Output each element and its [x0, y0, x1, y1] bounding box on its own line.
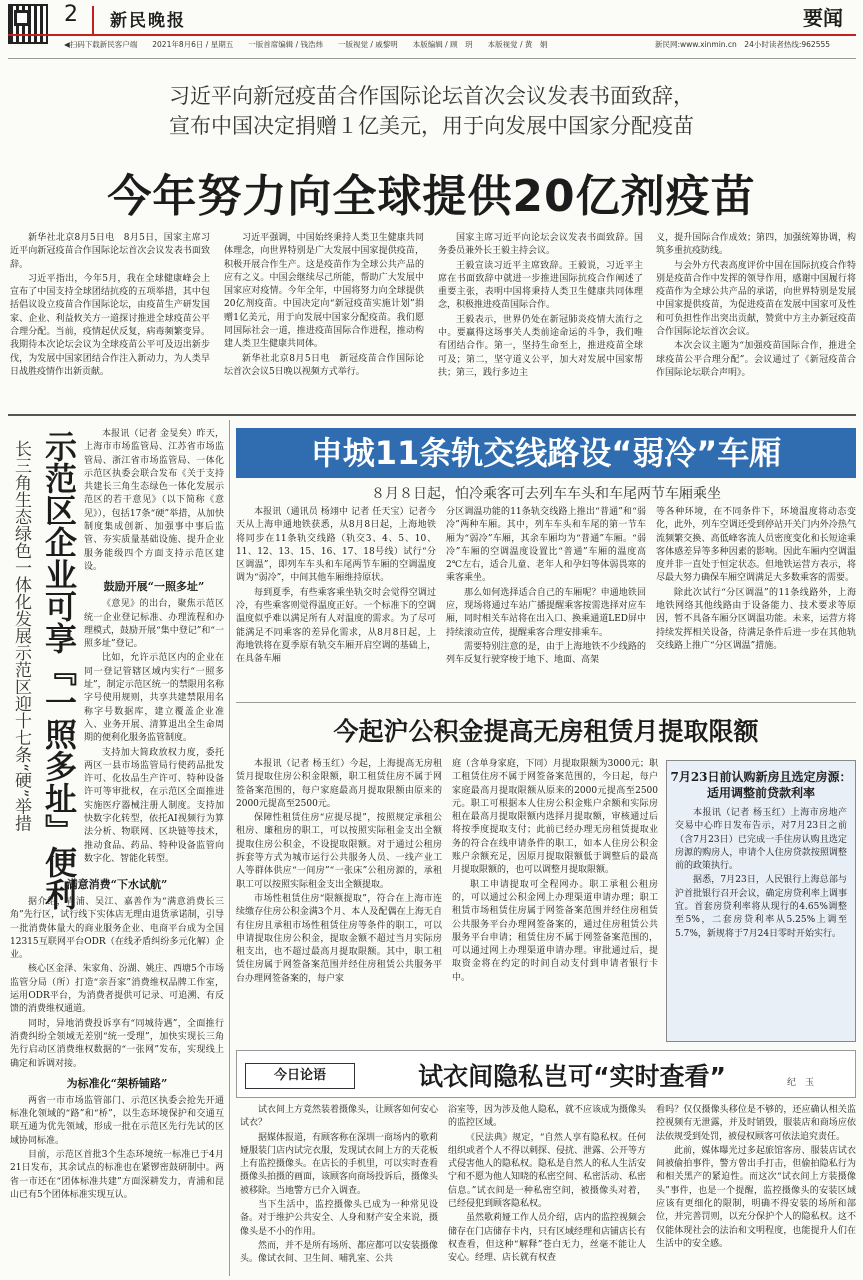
paragraph: 需要特别注意的是，由于上海地铁不少线路的列车反复行驶穿梭于地下、地面、高架 — [446, 641, 646, 666]
paragraph: 王毅宣读习近平主席致辞。王毅说，习近平主席在书面致辞中就进一步推进国际抗疫合作阐述了重要主张，表明中国将秉持人类卫生健康共同体理念，积极推进疫苗国际合作。 — [438, 260, 643, 311]
qr-code-icon[interactable] — [8, 4, 48, 44]
housing-sidebar — [666, 760, 856, 1042]
housing-column-2 — [452, 758, 658, 1040]
paragraph: 然而，并不是所有场所、都应都可以安装摄像头。像试衣间、卫生间、哺乳室、公共 — [240, 1240, 438, 1265]
commentary-author: 纪 玉 — [787, 1078, 815, 1088]
paragraph: 新华社北京8月5日电 8月5日，国家主席习近平向新冠疫苗合作国际论坛首次会议发表书面致辞。 — [10, 233, 210, 270]
commentary-headline: 试衣间隐私岂可“实时查看” — [418, 1062, 726, 1091]
divider — [8, 58, 856, 59]
paragraph: 《民法典》规定，“自然人享有隐私权。任何组织或者个人不得以刺探、侵扰、泄露、公开等方式侵害他人的隐私权。隐私是自然人的私人生活安宁和不愿为他人知晓的私密空间、私密活动、私密信息。”试衣间是一种私密空间，被摄像头对着，已经侵犯到顾客隐私权。 — [448, 1132, 646, 1210]
metro-subhead: ８月８日起，怕冷乘客可去列车车头和车尾两节车厢乘坐 — [371, 486, 721, 502]
paragraph: 同时，异地消费投诉享有“同城待遇”，全面推行消费纠纷全领域无差别“统一受理”，加快实现长三角先行启动区消费维权数据的“一张网”发布，实现线上确定和诉调对接。 — [10, 1018, 224, 1069]
masthead — [0, 0, 863, 52]
paragraph: 职工申请提取可全程网办。职工承租公租房的，可以通过公积金网上办理渠道申请办理；职工租赁市场租赁住房属于网签备案范围并经住房租赁公共服务平台办理网签备案的，通过住房租赁公共服务平台申请；租赁住房不属于网签备案范围的，可以通过网上办理渠道申请办理。审批通过后，提取资金将在约定的时间自动支付到申请者银行卡中。 — [452, 879, 658, 983]
lead-kicker-1: 习近平向新冠疫苗合作国际论坛首次会议发表书面致辞， — [169, 84, 694, 108]
housing-headline: 今起沪公积金提高无房租赁月提取限额 — [333, 717, 759, 746]
lead-column-3 — [438, 232, 643, 392]
commentary-header — [236, 1050, 856, 1098]
paragraph: 《意见》的出台，聚焦示范区统一企业登记标准、办理流程和办理模式，鼓励开展“集中登记”和“一照多址”登记。 — [84, 599, 224, 650]
paragraph: 那么如何选择适合自己的车厢呢？申通地铁回应，现场将通过车站广播提醒乘客按需选择对应车厢，同时相关车站将在出入口、换乘通道LED屏中持续滚动宣传，提醒乘客合理安排乘车。 — [446, 587, 646, 638]
paragraph: 试衣间上方竟然装着摄像头，让顾客如何安心试衣？ — [240, 1105, 438, 1129]
paragraph: 与会外方代表高度评价中国在国际抗疫合作特别是疫苗合作中发挥的领导作用，感谢中国履行将疫苗作为全球公共产品的承诺，向世界特别是发展中国家提供疫苗，为促进疫苗在发展中国家可及性和可负担性作出突出贡献，赞赏中方主办新冠疫苗合作国际论坛首次会议。 — [656, 260, 856, 338]
paragraph: 本报讯（记者 杨玉红）上海市房地产交易中心昨日发布告示，对7月23日之前（含7月23日）已完成一手住房认购且选定房源的购房人，申请个人住房贷款按照调整前的政策执行。 — [675, 808, 847, 872]
paragraph: 看吗？仅仅摄像头移位是不够的，还应确认相关监控视频有无泄露，并及时销毁，服装店和商场应依法依规受到处罚，被侵权顾客可依法追究责任。 — [656, 1105, 856, 1142]
left-story-col-a — [84, 428, 224, 868]
date-line: ◀扫码下载新民客户端 2021年8月6日 / 星期五 一版首席编辑 / 钱浩炜 一版视觉 / 戚黎明 本版编辑 / 顾 玥 本版视觉 / 黄 娟 — [64, 40, 548, 49]
paragraph: 本报讯（记者 杨玉红）今起，上海提高无房租赁月提取住房公积金限额，职工租赁住房不属于网签备案范围的，每户家庭最高月提取限额由原来的2000元提高至2500元。 — [236, 759, 442, 809]
paragraph: 王毅表示，世界仍处在新冠肺炎疫情大流行之中。要赢得这场事关人类前途命运的斗争，我们唯有团结合作。第一，坚持生命至上，推进疫苗全球可及；第二，坚守道义公平，加大对发展中国家帮扶；第三，践行多边主 — [438, 314, 643, 378]
paragraph: 目前，示范区首批3个生态环境统一标准已于4月21日发布，其余试点的标准也在紧锣密鼓研制中。两省一市还在“团体标准共建”方面深耕发力，青浦和昆山已有5个团体标准实现互认。 — [10, 1150, 224, 1200]
metro-headline: 申城11条轨交线路设“弱冷”车厢 — [236, 428, 856, 478]
paragraph: 本报讯（记者 金旻矣）昨天，上海市市场监管局、江苏省市场监管局、浙江省市场监管局、一体化示范区执委会联合发布《关于支持共建长三角生态绿色一体化发展示范区的若干意见》（以下简称《意见》），包括17条“硬”举措，从加快制度集成创新、加强事中事后监管、夯实质量基础设施、提升企业服务能级四个方面支持示范区建设。 — [84, 429, 224, 572]
left-story-col-b — [10, 872, 224, 1272]
paragraph: 每到夏季，有些乘客乘坐轨交时会觉得空调过冷，有些乘客则觉得温度正好。一个标准下的空调温度似乎难以满足所有人对温度的需求。为了尽可能满足不同乘客的差异化需求，从8月8日起，上海地铁将在夏季原有轨交车厢开启空调的基础上，在具备车厢 — [236, 587, 436, 665]
lead-kicker-2: 宣布中国决定捐赠１亿美元，用于向发展中国家分配疫苗 — [169, 114, 694, 138]
paragraph: 本报讯（通讯员 杨翊中 记者 任天宝）记者今天从上海申通地铁获悉，从8月8日起，上海地铁将同步在11条轨交线路（轨交3、4、5、10、11、12、13、15、16、17、18号线）试行“分区调温”，即列车车头和车尾两节车厢的空调温度调为“弱冷”，中间其他车厢维持原状。 — [236, 507, 436, 584]
paragraph: 比如，允许示范区内的企业在同一登记管辖区域内实行“一照多址”，制定示范区统一的禁限用名称字号使用规则，共享共建禁限用名称字号数据库，建立覆盖企业准入、业务开展、清算退出全生命周期的便利化服务监管制度。 — [84, 653, 224, 744]
lead-headline: 今年努力向全球提供20亿剂疫苗 — [107, 171, 756, 222]
paragraph: 保障性租赁住房“应提尽提”，按照规定承租公租房、廉租房的职工，可以按照实际租金支出全额提取住房公积金，不设提取限额。对于通过公租房拆套等方式为城市运行公共服务人员、一线产业工人等群体供应“一间房”“一张床”公租房源的，承租职工可以按照实际租金支出全额提取。 — [236, 813, 442, 890]
divider — [8, 414, 856, 416]
metro-column-1 — [236, 506, 436, 698]
paragraph: 浴室等，因为涉及他人隐私，就不应该成为摄像头的监控区域。 — [448, 1105, 646, 1129]
commentary-column-1 — [240, 1104, 438, 1274]
paragraph: 当下生活中，监控摄像头已成为一种常见设备。对于维护公共安全、人身和财产安全来说，摄像头是不小的作用。 — [240, 1200, 438, 1237]
paragraph: 等各种环境，在不同条件下，环境温度将动态变化，此外，列车空调还受到停站开关门内外冷热气流频繁交换、高低峰客流人员密度变化和长短途乘客体感差异等多种因素的影响。因此车厢内空调温度并非一直处于恒定状态。但地铁运营方表示，将尽最大努力确保车厢空调满足大多数乘客的需要。 — [656, 507, 856, 584]
paragraph: 习近平强调，中国始终秉持人类卫生健康共同体理念，向世界特别是广大发展中国家提供疫苗，积极开展合作生产。这是疫苗作为全球公共产品的应有之义。中国会继续尽己所能，帮助广大发展中国家应对疫情。今年全年，中国将努力向全球提供20亿剂疫苗。中国决定向“新冠疫苗实施计划”捐赠1亿美元，用于向发展中国家分配疫苗。我们愿同国际社会一道，推进疫苗国际合作进程，推动构建人类卫生健康共同体。 — [224, 233, 424, 350]
left-story-subhead-2: 满意消费“下水试航” — [66, 878, 168, 891]
left-story-subhead-3: 为标准化“架桥铺路” — [66, 1076, 168, 1090]
housing-column-1 — [236, 758, 442, 1040]
commentary-badge: 今日论语 — [245, 1063, 355, 1089]
paragraph: 据介绍，青浦、吴江、嘉善作为“满意消费长三角”先行区，试行线下实体店无理由退货承诺制，引导一批消费体量大的商业服务企业、电商平台成为全国12315互联网平台ODR（在线矛盾纠纷多元化解）企业。 — [10, 897, 224, 961]
paragraph: 据悉，7月23日，人民银行上海总部与沪首批银行召开会议，确定房贷利率上调事宜。首套房贷利率将从现行的4.65%调整至5%，二套房贷利率从5.25%上调至5.7%，新规将于7月24日零时开始实行。 — [675, 875, 847, 939]
lead-column-4 — [656, 232, 856, 392]
commentary-column-2 — [448, 1104, 646, 1274]
paragraph: 虽然歌莉娅工作人员介绍，店内的监控视频会储存在门店储存卡内，只有区域经理和店铺店长有权查看，但这种“解释”苍白无力，丝毫不能让人安心。经理、店长就有权查 — [448, 1213, 646, 1264]
left-story-subhead: 长三角生态绿色一体化发展示范区迎十七条“硬”举措 — [11, 440, 31, 832]
paragraph: 分区调温功能的11条轨交线路上推出“普通”和“弱冷”两种车厢。其中，列车车头和车尾的第一节车厢为“弱冷”车厢，其余车厢均为“普通”车厢。“弱冷”车厢的空调温度设置比“普通”车厢的温度高2℃左右，适合儿童、老年人和孕妇等体弱畏寒的乘客乘坐。 — [446, 507, 646, 584]
left-story-subhead-1: 鼓励开展“一照多址” — [103, 580, 205, 594]
metro-column-2 — [446, 506, 646, 698]
sidebar-title: 7月23日前认购新房且选定房源：适用调整前贷款利率 — [670, 770, 852, 800]
paragraph: 市场性租赁住房“限额提取”，符合在上海市连续缴存住房公积金满3个月、本人及配偶在上海无自有住房且承租市场性租赁住房等条件的职工，可以申请提取住房公积金，提取金额不超过当月实际房租支出，也不超过最高月提取限额。其中，职工租赁住房属于网签备案范围并经住房租赁公共服务平台办理网签备案的，每户家 — [236, 893, 442, 984]
left-story-headline: 示范区企业可享『一照多址』便利 — [40, 430, 78, 910]
paragraph: 核心区金泽、朱家角、汾湖、姚庄、西塘5个市场监管分局（所）打造“亲吾家”消费维权品牌工作室，运用ODR平台，为消费者提供可记录、可追溯、有反馈的消费维权通道。 — [10, 964, 224, 1015]
lead-column-2 — [224, 232, 424, 392]
commentary-column-3 — [656, 1104, 856, 1274]
divider — [92, 6, 94, 34]
paragraph: 庭（含单身家庭，下同）月提取限额为3000元；职工租赁住房不属于网签备案范围的，今日起，每户家庭最高月提取限额从原来的2000元提高至2500元。职工可根据本人住房公积金账户余额和实际房租在最高月提取限额内选择月提取额，审核通过后将按季度提取支付；此前已经办理无房租赁提取业务的符合在线申请条件的职工，如本人住房公积金账户余额充足，因原月提取限额低于调整后的最高月提取限额的，也可以调整月提取限额。 — [452, 759, 658, 876]
paragraph: 国家主席习近平向论坛会议发表书面致辞。国务委员兼外长王毅主持会议。 — [438, 233, 643, 257]
divider — [236, 702, 856, 703]
lead-column-1 — [10, 232, 210, 392]
paragraph: 两省一市市场监管部门、示范区执委会抢先开通标准化领域的“路”和“桥”，以生态环境保护和交通互联互通为优先领域，形成一批在示范区先行先试的区域协同标准。 — [10, 1095, 224, 1146]
section-label: 要闻 — [803, 6, 843, 30]
metro-column-3 — [656, 506, 856, 698]
header-rule — [8, 34, 856, 36]
paragraph: 此前，媒体曝光过多起旅馆客房、服装店试衣间被偷拍事件，警方曾出手打击，但偷拍隐私行为和相关黑产的紧迫性。而这次“试衣间上方装摄像头”事件，也是一个提醒，监控摄像头的安装区域应该有更细化的限制，明确不得安装的场所和部位，并完善罚则，以充分保护个人的隐私权。这不仅能体现社会的法治和文明程度，也能提升人们在生活中的安全感。 — [656, 1145, 856, 1249]
paragraph: 除此次试行“分区调温”的11条线路外，上海地铁网络其他线路由于设备能力、技术要求等原因，暂不具备车厢分区调温功能。未来，运营方将持续发挥相关设备，待满足条件后进一步在其他轨交线路上推广“分区调温”措施。 — [656, 587, 856, 651]
paragraph: 义，提升国际合作成效；第四，加强统筹协调，构筑多重抗疫防线。 — [656, 233, 856, 257]
page-number: 2 — [64, 2, 78, 27]
paragraph: 新华社北京8月5日电 新冠疫苗合作国际论坛首次会议5日晚以视频方式举行。 — [224, 353, 424, 377]
contact-line: 新民网:www.xinmin.cn 24小时读者热线:962555 — [655, 40, 831, 49]
paragraph: 支持加大简政放权力度，委托两区一县市场监管局行使药品批发许可、化妆品生产许可、特种设备许可等审批权，在示范区全面推进实施医疗器械注册人制度。支持加快数字化转型，依托AI视频行为算法分析、物联网、区块链等技术，推动食品、药品、特种设备监管向数字化、智能化转型。 — [84, 747, 224, 864]
paragraph: 本次会议主题为“加强疫苗国际合作，推进全球疫苗公平合理分配”。会议通过了《新冠疫苗合作国际论坛联合声明》。 — [656, 341, 856, 378]
paragraph: 习近平指出，今年5月，我在全球健康峰会上宣布了中国支持全球团结抗疫的五项举措，其中包括倡议设立疫苗合作国际论坛，由疫苗生产研发国家、企业、利益攸关方一道探讨推进全球疫苗公平合理分配。当前，疫情起伏反复，病毒频繁变异。我期待本次论坛会议为全球疫苗公平可及迈出新步伐，为发展中国家团结合作注入新动力，为人类早日战胜疫情作出新贡献。 — [10, 273, 210, 377]
paper-name: 新民晚报 — [110, 11, 186, 31]
paragraph: 据媒体报道，有顾客称在深圳一商场内的歌莉娅服装门店内试完衣服，发现试衣间上方的天花板上有监控摄像头。在店长的手机里，可以实时查看摄像头拍摄的画面，该顾客向商场投诉后，摄像头被移除。当地警方已介入调查。 — [240, 1132, 438, 1196]
divider — [229, 420, 230, 1276]
